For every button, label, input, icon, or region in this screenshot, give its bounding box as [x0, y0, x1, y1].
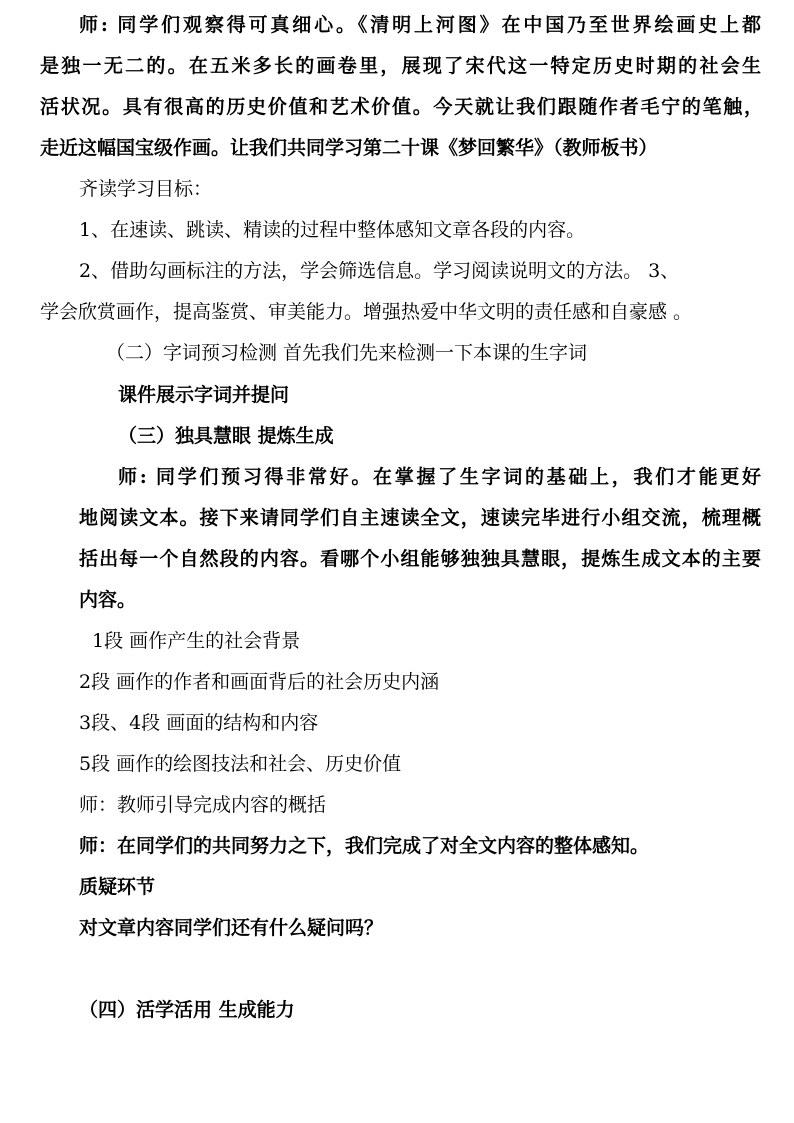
section-2-heading: （二）字词预习检测 首先我们先来检测一下本课的生字词 [106, 342, 588, 364]
summary-item-1: 1段 画作产生的社会背景 [92, 630, 301, 652]
teacher-para-line-1: 师: 同学们预习得非常好。在掌握了生字词的基础上，我们才能更好 [118, 466, 761, 488]
teacher-para-line-3: 括出每一个自然段的内容。看哪个小组能够独独具慧眼，提炼生成文本的主要 [79, 548, 761, 570]
summary-item-2: 2段 画作的作者和画面背后的社会历史内涵 [79, 671, 440, 693]
intro-line-3: 活状况。具有很高的历史价值和艺术价值。今天就让我们跟随作者毛宁的笔触， [40, 96, 763, 118]
goal-3: 学会欣赏画作，提高鉴赏、审美能力。增强热爱中华文明的责任感和自豪感 。 [40, 301, 693, 323]
section-3-heading: （三）独具慧眼 提炼生成 [118, 425, 334, 447]
courseware-line: 课件展示字词并提问 [118, 384, 290, 406]
intro-line-2: 是独一无二的。在五米多长的画卷里，展现了宋代这一特定历史时期的社会生 [40, 55, 761, 77]
summary-item-3: 3段、4段 画面的结构和内容 [79, 712, 319, 734]
section-4-heading: （四）活学活用 生成能力 [79, 999, 295, 1021]
intro-line-4: 走近这幅国宝级作画。让我们共同学习第二十课《梦回繁华》（教师板书） [40, 137, 658, 159]
teacher-conclusion-line: 师：在同学们的共同努力之下，我们完成了对全文内容的整体感知。 [79, 835, 650, 857]
question-heading: 质疑环节 [79, 876, 156, 898]
intro-line-1: 师: 同学们观察得可真细心。《清明上河图》在中国乃至世界绘画史上都 [79, 14, 761, 36]
teacher-para-line-2: 地阅读文本。接下来请同学们自主速读全文，速读完毕进行小组交流，梳理概 [79, 507, 761, 529]
question-line: 对文章内容同学们还有什么疑问吗？ [79, 917, 384, 939]
teacher-para-line-4: 内容。 [79, 589, 137, 611]
teacher-guide-line: 师：教师引导完成内容的概括 [79, 794, 327, 816]
goals-heading: 齐读学习目标： [79, 178, 213, 200]
goal-2: 2、借助勾画标注的方法，学会筛选信息。学习阅读说明文的方法。 3、 [79, 260, 680, 282]
summary-item-4: 5段 画作的绘图技法和社会、历史价值 [79, 753, 402, 775]
goal-1: 1、在速读、跳读、精读的过程中整体感知文章各段的内容。 [79, 219, 586, 241]
